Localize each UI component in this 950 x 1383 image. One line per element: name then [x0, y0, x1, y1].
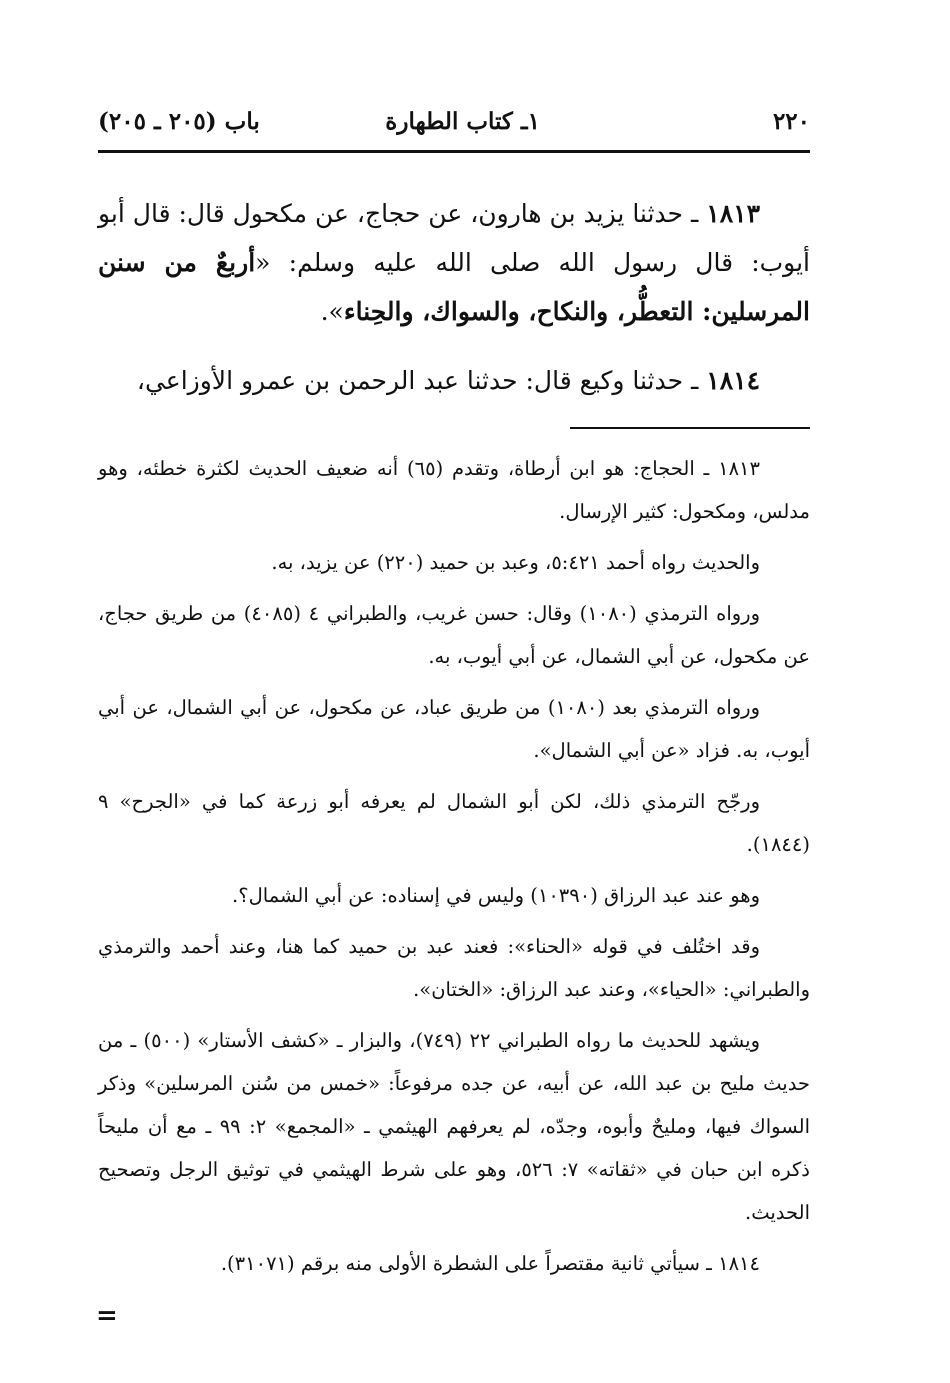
hadith-text-before: ـ حدثنا يزيد بن هارون، عن حجاج، عن مكحول قال: قال أبو أيوب: قال رسول الله صلى الله عليه وسلم: « [98, 199, 810, 277]
continuation-mark: = [96, 1301, 118, 1331]
page-number: ٢٢٠ [772, 108, 810, 135]
footnote-paragraph: ١٨١٤ ـ سيأتي ثانية مقتصراً على الشطرة الأولى منه برقم (٣١٠٧١). [220, 1252, 760, 1275]
footnote-rule [570, 427, 810, 429]
hadith-number: ١٨١٤ [706, 366, 760, 395]
footnotes [98, 447, 810, 1285]
footnote-paragraph: ورجّح الترمذي ذلك، لكن أبو الشمال لم يعرفه أبو زرعة كما في «الجرح» ٩ (١٨٤٤). [98, 790, 810, 856]
hadith-text [98, 189, 810, 405]
chapter-title: باب (٢٠٥ ـ ٢٠٥) [98, 108, 260, 135]
hadith-paragraph [98, 356, 810, 405]
footnote-paragraph: ورواه الترمذي بعد (١٠٨٠) من طريق عباد، عن مكحول، عن أبي الشمال، عن أبي أيوب، به. فزاد «عن أبي الشمال». [98, 696, 810, 762]
header-rule [98, 150, 810, 153]
hadith-text-after: ». [320, 297, 344, 326]
hadith-text-before: ـ حدثنا وكيع قال: حدثنا عبد الرحمن بن عمرو الأوزاعي، [136, 366, 707, 395]
book-page [98, 100, 810, 1293]
hadith-bold-text: أربعٌ من سنن المرسلين: التعطُّر، والنكاح، والسواك، والحِناء [98, 248, 810, 326]
footnote-paragraph: وقد اختُلف في قوله «الحناء»: فعند عبد بن حميد كما هنا، وعند أحمد والترمذي والطبراني: «الحياء»، وعند عبد الرزاق: «الختان». [98, 935, 810, 1001]
footnote-paragraph: ١٨١٣ ـ الحجاج: هو ابن أرطاة، وتقدم (٦٥) أنه ضعيف الحديث لكثرة خطئه، وهو مدلس، ومكحول: كثير الإرسال. [98, 457, 810, 523]
hadith-paragraph [98, 189, 810, 336]
hadith-number: ١٨١٣ [706, 199, 760, 228]
footnote-paragraph: ويشهد للحديث ما رواه الطبراني ٢٢ (٧٤٩)، والبزار ـ «كشف الأستار» (٥٠٠) ـ من حديث مليح بن عبد الله، عن أبيه، عن جده مرفوعاً: «خمس من سُنن المرسلين» وذكر السواك فيها، ومليحٌ وأبوه، وجدّه، لم يعرفهم الهيثمي ـ «المجمع» ٢: ٩٩ ـ مع أن مليحاً ذكره ابن حبان في «ثقاته» ٧: ٥٢٦، وهو على شرط الهيثمي في توثيق الرجل وتصحيح الحديث. [98, 1029, 810, 1224]
footnote-paragraph: والحديث رواه أحمد ٥:٤٢١، وعبد بن حميد (٢٢٠) عن يزيد، به. [271, 551, 760, 574]
footnote-paragraph: وهو عند عبد الرزاق (١٠٣٩٠) وليس في إسناده: عن أبي الشمال؟. [232, 884, 760, 907]
running-header [98, 100, 810, 144]
footnote-paragraph: ورواه الترمذي (١٠٨٠) وقال: حسن غريب، والطبراني ٤ (٤٠٨٥) من طريق حجاج، عن مكحول، عن أبي الشمال، عن أبي أيوب، به. [98, 602, 810, 668]
book-title: ١ـ كتاب الطهارة [385, 108, 540, 135]
